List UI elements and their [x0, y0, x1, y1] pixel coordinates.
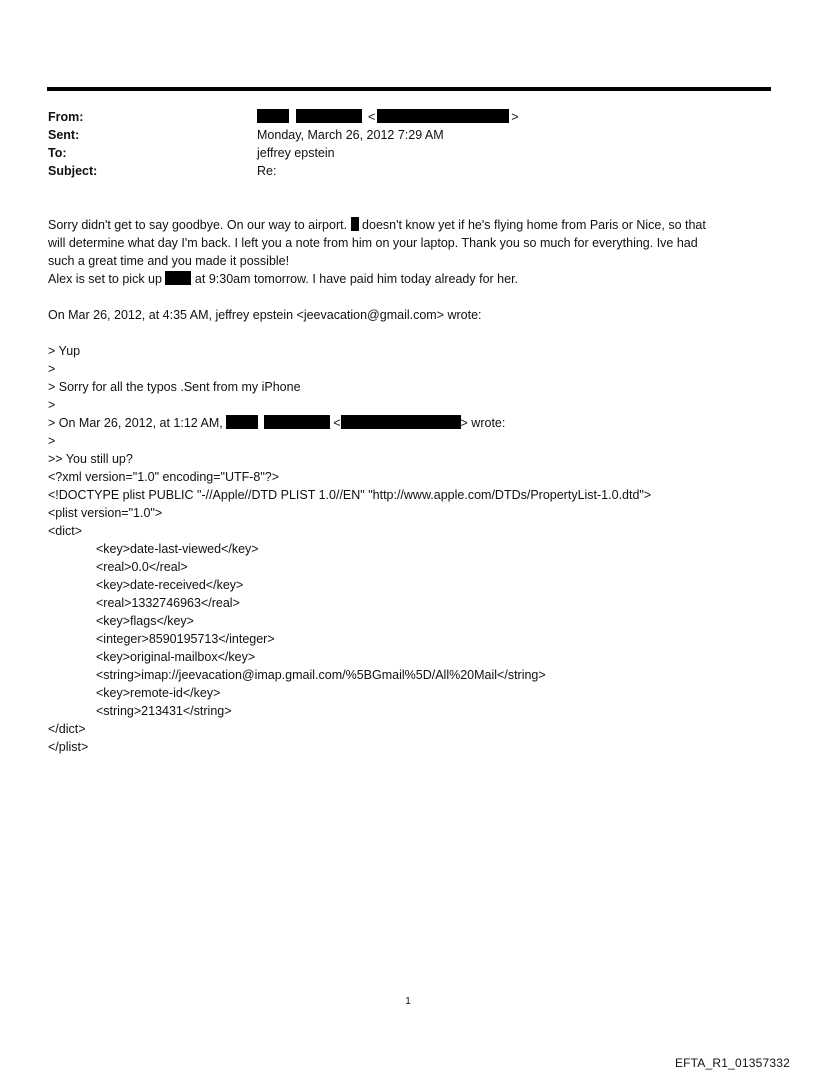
- body-text: Alex is set to pick up: [48, 272, 162, 286]
- email-body: [48, 216, 778, 756]
- from-row: [48, 108, 748, 126]
- header-rule: [47, 87, 771, 91]
- subject-row: [48, 162, 748, 180]
- xml-line: <key>date-last-viewed</key>: [96, 542, 259, 556]
- xml-line: <dict>: [48, 524, 83, 538]
- xml-line: <key>flags</key>: [96, 614, 194, 628]
- redaction-box: [341, 415, 461, 429]
- redaction-box: [264, 415, 330, 429]
- xml-line: <real>1332746963</real>: [96, 596, 240, 610]
- sent-label: Sent:: [48, 128, 80, 142]
- to-label: To:: [48, 146, 67, 160]
- quote-line: >: [48, 362, 56, 376]
- from-angle-close: >: [511, 110, 519, 124]
- quote-intro: On Mar 26, 2012, at 4:35 AM, jeffrey epstein <jeevacation@gmail.com> wrote:: [48, 308, 482, 322]
- quote-line: >> You still up?: [48, 452, 133, 466]
- xml-line: <?xml version="1.0" encoding="UTF-8"?>: [48, 470, 280, 484]
- document-id: EFTA_R1_01357332: [674, 1056, 790, 1070]
- redaction-box: [351, 217, 359, 231]
- sent-row: [48, 126, 748, 144]
- xml-line: <plist version="1.0">: [48, 506, 163, 520]
- page-number: 1: [405, 996, 411, 1007]
- subject-label: Subject:: [48, 164, 98, 178]
- redaction-box: [226, 415, 258, 429]
- quote-text: > wrote:: [460, 416, 506, 430]
- xml-line: <key>remote-id</key>: [96, 686, 221, 700]
- redaction-box: [377, 109, 509, 123]
- quote-line: > Sorry for all the typos .Sent from my iPhone: [48, 380, 301, 394]
- xml-line: <integer>8590195713</integer>: [96, 632, 275, 646]
- xml-line: <real>0.0</real>: [96, 560, 188, 574]
- sent-value: Monday, March 26, 2012 7:29 AM: [257, 128, 444, 142]
- quote-text: > On Mar 26, 2012, at 1:12 AM,: [48, 416, 223, 430]
- xml-line: <string>imap://jeevacation@imap.gmail.com/%5BGmail%5D/All%20Mail</string>: [96, 668, 546, 682]
- body-text: at 9:30am tomorrow. I have paid him today already for her.: [194, 272, 519, 286]
- redaction-box: [257, 109, 289, 123]
- subject-value: Re:: [257, 164, 277, 178]
- xml-line: </plist>: [48, 740, 89, 754]
- redaction-box: [296, 109, 362, 123]
- redaction-box: [165, 271, 191, 285]
- from-label: From:: [48, 110, 84, 124]
- xml-line: <key>original-mailbox</key>: [96, 650, 256, 664]
- xml-line: <string>213431</string>: [96, 704, 232, 718]
- quote-line: >: [48, 398, 56, 412]
- from-value: [257, 108, 521, 126]
- body-line: will determine what day I'm back. I left you a note from him on your laptop. Thank you so much for everything. Ive had: [48, 236, 698, 250]
- quote-line: [48, 414, 778, 432]
- to-value: jeffrey epstein: [257, 146, 335, 160]
- xml-line: </dict>: [48, 722, 86, 736]
- quote-line: >: [48, 434, 56, 448]
- xml-line: <!DOCTYPE plist PUBLIC "-//Apple//DTD PLIST 1.0//EN" "http://www.apple.com/DTDs/PropertyList-1.0.dtd">: [48, 488, 652, 502]
- body-text: Sorry didn't get to say goodbye. On our way to airport.: [48, 218, 348, 232]
- to-row: [48, 144, 748, 162]
- body-text: doesn't know yet if he's flying home from Paris or Nice, so that: [362, 218, 706, 232]
- from-angle-open: <: [367, 110, 376, 124]
- quote-line: > Yup: [48, 344, 81, 358]
- xml-line: <key>date-received</key>: [96, 578, 244, 592]
- email-header: [48, 108, 748, 180]
- body-line: such a great time and you made it possible!: [48, 254, 290, 268]
- body-line: [48, 270, 778, 288]
- body-line: [48, 216, 778, 234]
- quote-angle-open: <: [333, 416, 341, 430]
